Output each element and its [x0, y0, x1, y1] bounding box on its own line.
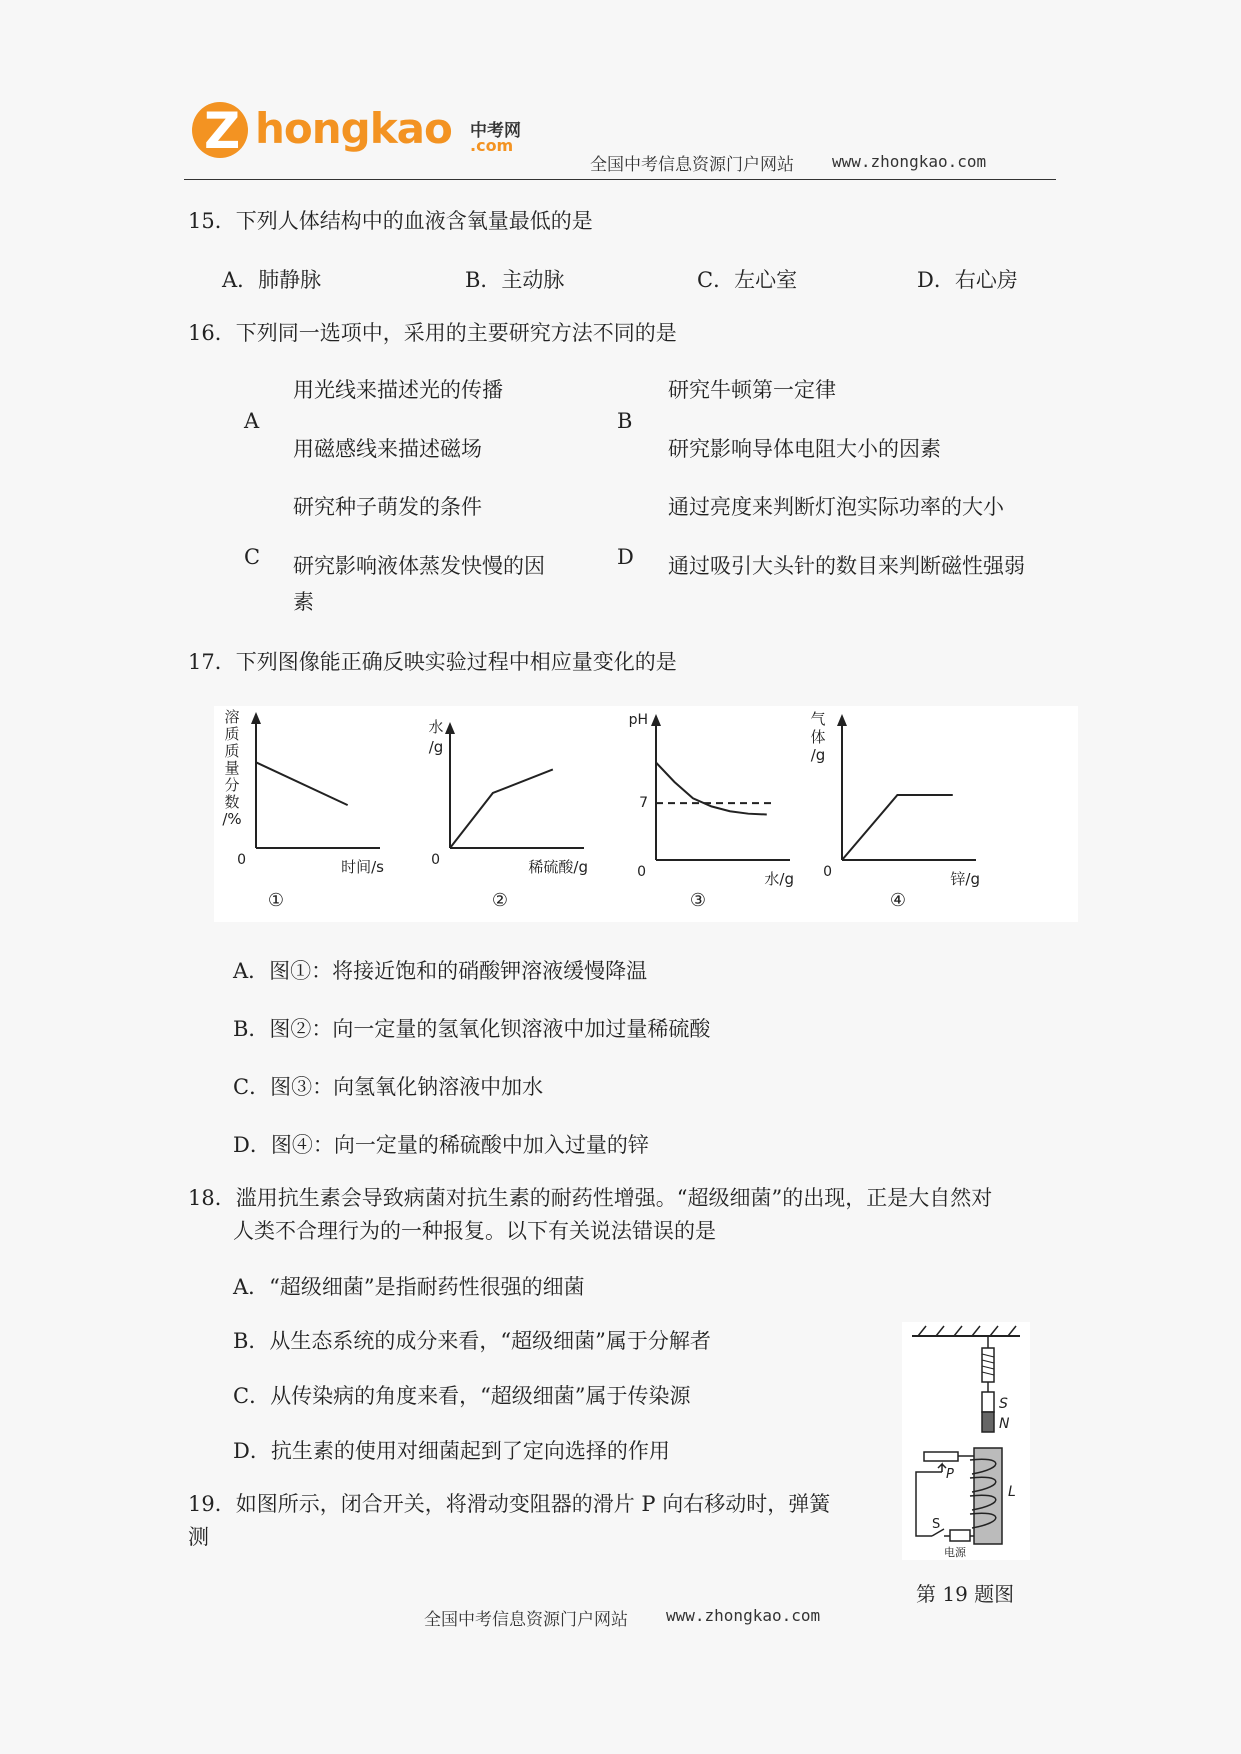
- chart3-ytick-label: 7: [639, 795, 648, 812]
- chart3-series-line: [656, 763, 767, 815]
- header-site-url[interactable]: www.zhongkao.com: [832, 152, 987, 171]
- q15-option-d: D．右心房: [917, 268, 1018, 292]
- q19-figure: [902, 1322, 1030, 1560]
- chart2-caption: ②: [491, 890, 509, 911]
- magnet-s-label: S: [999, 1396, 1008, 1412]
- q16-d-item-1: 通过亮度来判断灯泡实际功率的大小: [668, 495, 1004, 519]
- footer-site-url[interactable]: www.zhongkao.com: [666, 1606, 821, 1625]
- chart4-caption: ④: [889, 890, 907, 911]
- q16-letter-b: B: [617, 409, 633, 433]
- q16-b-item-1: 研究牛顿第一定律: [668, 378, 836, 402]
- q17-stem: 17．下列图像能正确反映实验过程中相应量变化的是: [188, 650, 677, 674]
- q19-stem-line2: 测: [188, 1525, 209, 1549]
- chart4-series-line: [842, 795, 953, 860]
- q19-stem-line1: 19．如图所示，闭合开关，将滑动变阻器的滑片 P 向右移动时，弹簧: [188, 1492, 831, 1516]
- q17-chart-panel: [214, 706, 1078, 922]
- q16-d-item-2: 通过吸引大头针的数目来判断磁性强弱: [668, 554, 1025, 578]
- chart1-x-label: 时间/s: [341, 858, 384, 876]
- q18-option-d: D．抗生素的使用对细菌起到了定向选择的作用: [233, 1439, 670, 1463]
- logo-wordmark: [255, 104, 452, 153]
- q16-b-item-2: 研究影响导体电阻大小的因素: [668, 437, 941, 461]
- q16-letter-a: A: [244, 409, 260, 433]
- logo-main-text: hongkao: [255, 104, 452, 153]
- footer-site-name: 全国中考信息资源门户网站: [424, 1610, 628, 1630]
- q16-letter-c: C: [244, 545, 261, 569]
- coil-l-label: L: [1008, 1484, 1016, 1500]
- chart2-y-arrow: [445, 722, 455, 734]
- q17-option-b: B．图②：向一定量的氢氧化钡溶液中加过量稀硫酸: [233, 1017, 711, 1041]
- q16-c-item-3: 素: [293, 590, 314, 614]
- logo-cn: 中考网: [470, 121, 521, 141]
- chart4-y-label: 气体/g: [810, 710, 826, 764]
- q15-option-c: C．左心室: [697, 268, 798, 292]
- chart2-origin-label: 0: [431, 852, 440, 868]
- q16-a-item-2: 用磁感线来描述磁场: [293, 437, 482, 461]
- chart3-x-label: 水/g: [764, 870, 794, 888]
- chart3-caption: ③: [689, 890, 707, 911]
- q16-stem: 16．下列同一选项中，采用的主要研究方法不同的是: [188, 321, 677, 345]
- q16-c-item-2: 研究影响液体蒸发快慢的因: [293, 554, 545, 578]
- chart4-x-label: 锌/g: [950, 870, 980, 888]
- q16-c-item-1: 研究种子萌发的条件: [293, 495, 482, 519]
- chart2-x-label: 稀硫酸/g: [528, 858, 588, 876]
- q17-option-d: D．图④：向一定量的稀硫酸中加入过量的锌: [233, 1133, 649, 1157]
- header-rule: [184, 179, 1056, 180]
- chart2-series-line: [450, 769, 553, 848]
- switch-s-label: S: [932, 1517, 941, 1532]
- q15-option-a: A．肺静脉: [222, 268, 322, 292]
- chart1-origin-label: 0: [237, 852, 246, 868]
- chart1-caption: ①: [267, 890, 285, 911]
- q18-option-a: A．“超级细菌”是指耐药性很强的细菌: [233, 1275, 585, 1299]
- q17-option-a: A．图①：将接近饱和的硝酸钾溶液缓慢降温: [233, 959, 648, 983]
- q18-option-b: B．从生态系统的成分来看，“超级细菌”属于分解者: [233, 1329, 711, 1353]
- power-label: 电源: [944, 1546, 966, 1559]
- q19-figure-caption: 第 19 题图: [916, 1582, 1015, 1606]
- chart3-origin-label: 0: [637, 864, 646, 880]
- q16-letter-d: D: [617, 545, 634, 569]
- q16-a-item-1: 用光线来描述光的传播: [293, 378, 503, 402]
- q15-option-b: B．主动脉: [465, 268, 565, 292]
- chart3-y-arrow: [651, 714, 661, 726]
- chart1-y-arrow: [251, 712, 261, 724]
- header-site-name: 全国中考信息资源门户网站: [590, 155, 794, 175]
- q15-stem: 15．下列人体结构中的血液含氧量最低的是: [188, 209, 593, 233]
- q17-option-c: C．图③：向氢氧化钠溶液中加水: [233, 1075, 544, 1099]
- chart2-y-label: 水/g: [428, 718, 444, 756]
- magnet-n-label: N: [999, 1416, 1010, 1432]
- logo-sub: .com: [470, 136, 514, 155]
- chart4-origin-label: 0: [823, 864, 832, 880]
- chart3-y-label: pH: [628, 712, 648, 728]
- chart4-y-arrow: [837, 714, 847, 726]
- q18-stem-line2: 人类不合理行为的一种报复。以下有关说法错误的是: [233, 1219, 716, 1243]
- q18-stem-line1: 18．滥用抗生素会导致病菌对抗生素的耐药性增强。“超级细菌”的出现，正是大自然对: [188, 1186, 993, 1210]
- svg-text:Z: Z: [204, 102, 241, 160]
- q18-option-c: C．从传染病的角度来看，“超级细菌”属于传染源: [233, 1384, 691, 1408]
- chart1-y-label: 溶质质量分数/%: [222, 708, 242, 828]
- chart1-series-line: [256, 762, 348, 805]
- slider-p-label: P: [946, 1467, 954, 1482]
